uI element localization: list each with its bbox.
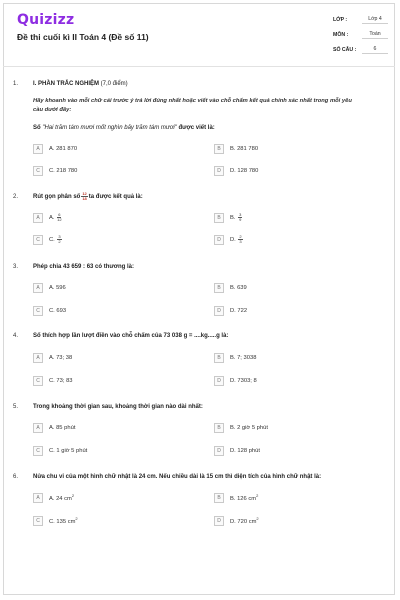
question-number: 4. — [13, 333, 19, 339]
option-a[interactable]: A A. 24 $cm^2$ — [33, 492, 74, 503]
option-d[interactable]: D D. 722 — [214, 305, 247, 316]
question-prompt: Nửa chu vi của một hình chữ nhật là 24 cm. Nếu chiều dài là 15 cm thì diện tích của hình chữ nhật là: — [33, 474, 322, 480]
question-number: 5. — [13, 404, 19, 410]
option-b[interactable]: B B. 2 giờ 5 phút — [214, 422, 268, 433]
page-frame — [3, 3, 395, 595]
question-number: 3. — [13, 264, 19, 270]
option-b[interactable]: B B. 126 $cm^2$ — [214, 492, 258, 503]
option-d[interactable]: D D. 720 $cm^2$ — [214, 515, 259, 526]
option-a[interactable]: A A. $\frac{6}{12}$ — [33, 212, 63, 223]
option-a[interactable]: A A. 85 phút — [33, 422, 75, 433]
question-prompt: Số "Hai trăm tám mươi mốt nghìn bảy trăm tám mươi" được viết là: — [33, 125, 215, 131]
meta-value-class: Lớp 4 — [362, 16, 388, 24]
page-title: Đề thi cuối kì II Toán 4 (Đề số 11) — [17, 32, 149, 42]
instruction-text: Hãy khoanh vào mỗi chữ cái trước ý trả lời đúng nhất hoặc viết vào chỗ chấm kết quả chính xác nhất trong mỗi yêu cầu dưới đây: — [33, 98, 352, 113]
meta-value-count: 6 — [362, 46, 388, 54]
option-c[interactable]: C C. 73; 83 — [33, 375, 73, 386]
question-prompt: Phép chia 43 659 : 63 có thương là: — [33, 264, 134, 270]
option-c[interactable]: C C. 693 — [33, 305, 66, 316]
option-a[interactable]: A A. 596 — [33, 282, 66, 293]
option-letter: C — [33, 166, 43, 176]
option-letter: B — [214, 144, 224, 154]
option-a[interactable]: A A. 73; 38 — [33, 352, 72, 363]
question-prompt: Rút gọn phân số $\frac{12}{18}$ ta được kết quả là: — [33, 191, 143, 201]
option-d[interactable]: D D. 7303; 8 — [214, 375, 257, 386]
option-c[interactable]: C C. 1 giờ 5 phút — [33, 445, 87, 456]
meta-value-subject: Toán — [362, 31, 388, 39]
meta-label-subject: MÔN : — [333, 32, 349, 38]
question-number: 2. — [13, 194, 19, 200]
option-letter: A — [33, 144, 43, 154]
fraction: $\frac{12}{18}$ — [82, 191, 87, 201]
quizizz-logo: Quizizz — [17, 12, 75, 28]
option-b[interactable]: B B. 281 780 — [214, 143, 258, 154]
question-prompt: Số thích hợp lần lượt điền vào chỗ chấm của 73 038 g = ....kg.....g là: — [33, 333, 229, 339]
option-d[interactable]: D D. 128 780 — [214, 165, 258, 176]
section-heading: I. PHẦN TRẮC NGHIỆM (7,0 điểm) — [33, 81, 128, 87]
option-letter: D — [214, 166, 224, 176]
option-a[interactable]: A A. 281 870 — [33, 143, 77, 154]
question-number: 1. — [13, 81, 19, 87]
question-number: 6. — [13, 474, 19, 480]
header-divider — [3, 66, 395, 67]
option-b[interactable]: B B. 639 — [214, 282, 247, 293]
option-d[interactable]: D D. 128 phút — [214, 445, 260, 456]
question-prompt: Trong khoảng thời gian sau, khoảng thời gian nào dài nhất: — [33, 404, 203, 410]
option-c[interactable]: C C. 135 $cm^2$ — [33, 515, 78, 526]
option-b[interactable]: B B. 7; 3038 — [214, 352, 256, 363]
meta-label-count: SỐ CÂU : — [333, 47, 357, 53]
option-b[interactable]: B B. $\frac{3}{9}$ — [214, 212, 243, 223]
option-d[interactable]: D D. $\frac{2}{3}$ — [214, 234, 244, 245]
option-c[interactable]: C C. $\frac{3}{2}$ — [33, 234, 63, 245]
meta-label-class: LỚP : — [333, 17, 348, 23]
option-c[interactable]: C C. 218 780 — [33, 165, 77, 176]
